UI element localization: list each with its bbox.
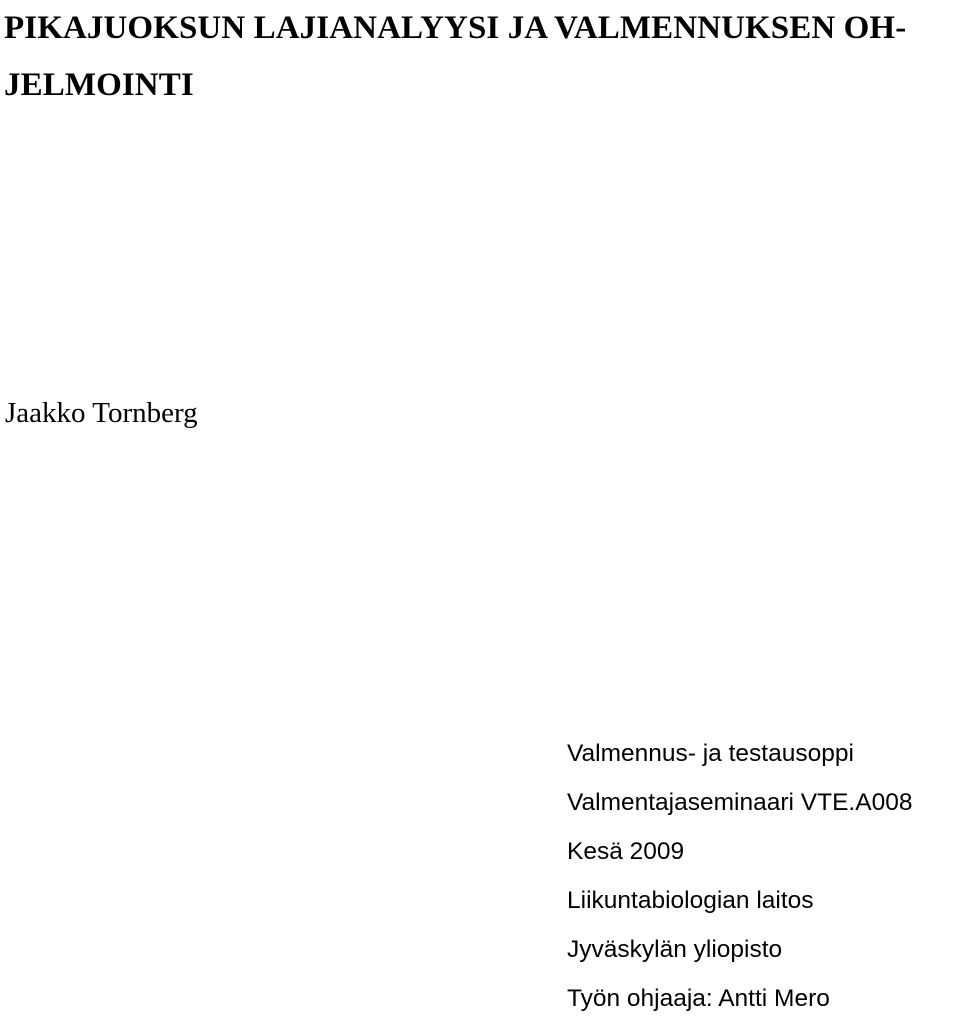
supervisor: Työn ohjaaja: Antti Mero bbox=[567, 985, 830, 1012]
seminar-code: Valmentajaseminaari VTE.A008 bbox=[567, 789, 913, 816]
course-name: Valmennus- ja testausoppi bbox=[567, 740, 854, 767]
thesis-info-block bbox=[567, 729, 912, 1023]
author-name: Jaakko Tornberg bbox=[5, 397, 198, 429]
document-title bbox=[4, 0, 956, 114]
university: Jyväskylän yliopisto bbox=[567, 936, 783, 963]
department: Liikuntabiologian laitos bbox=[567, 887, 814, 914]
term: Kesä 2009 bbox=[567, 838, 685, 865]
title-line-1: PIKAJUOKSUN LAJIANALYYSI JA VALMENNUKSEN OH- bbox=[4, 10, 907, 46]
title-line-2: JELMOINTI bbox=[4, 67, 194, 103]
